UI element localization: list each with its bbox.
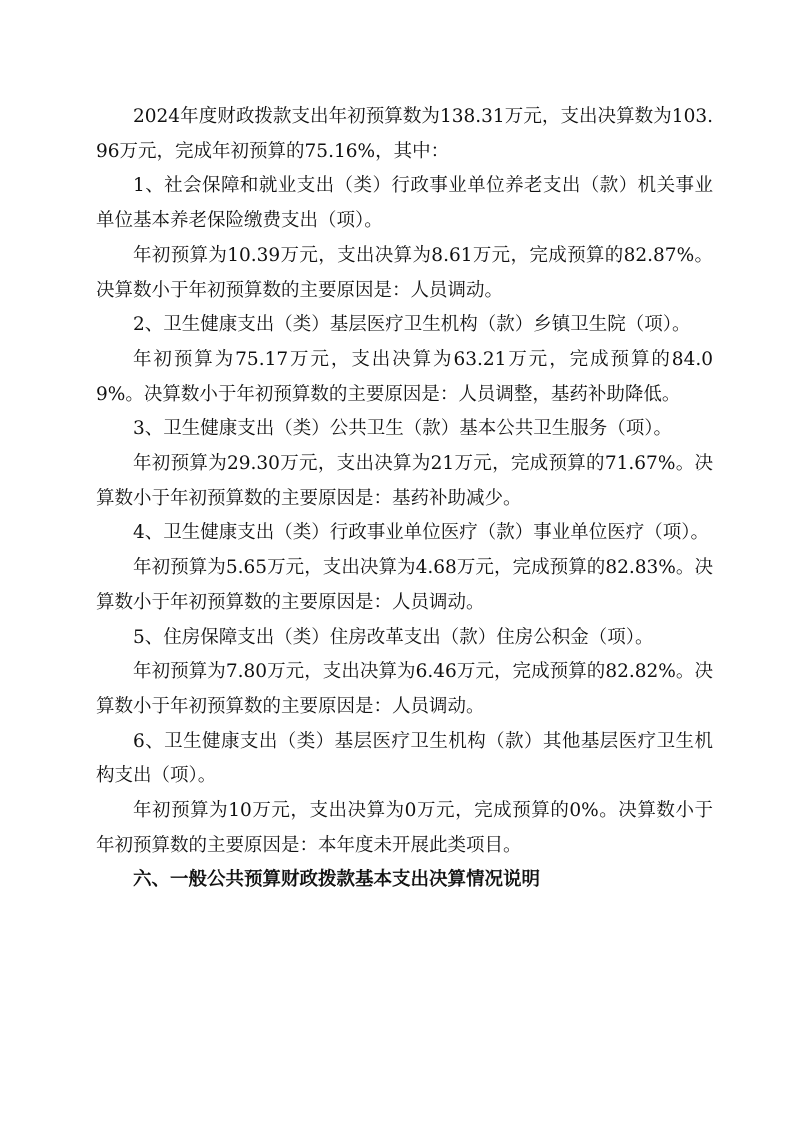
paragraph-item-6-title: 6、卫生健康支出（类）基层医疗卫生机构（款）其他基层医疗卫生机构支出（项）。	[96, 730, 713, 787]
document-page	[96, 100, 713, 898]
paragraph-item-3-title: 3、卫生健康支出（类）公共卫生（款）基本公共卫生服务（项）。	[133, 418, 673, 440]
paragraph-item-4-title: 4、卫生健康支出（类）行政事业单位医疗（款）事业单位医疗（项）。	[133, 522, 710, 544]
paragraph-item-1-detail: 年初预算为10.39万元，支出决算为8.61万元，完成预算的82.87%。决算数小于年初预算数的主要原因是：人员调动。	[96, 244, 713, 301]
paragraph-item-5-title: 5、住房保障支出（类）住房改革支出（款）住房公积金（项）。	[133, 626, 654, 648]
section-heading: 六、一般公共预算财政拨款基本支出决算情况说明	[133, 869, 541, 891]
paragraph-summary: 2024年度财政拨款支出年初预算数为138.31万元，支出决算数为103.96万元，完成年初预算的75.16%，其中：	[96, 106, 713, 162]
paragraph-item-3-detail: 年初预算为29.30万元，支出决算为21万元，完成预算的71.67%。决算数小于年初预算数的主要原因是：基药补助减少。	[96, 453, 713, 509]
paragraph-item-2-detail: 年初预算为75.17万元，支出决算为63.21万元，完成预算的84.09%。决算数小于年初预算数的主要原因是：人员调整，基药补助降低。	[96, 348, 713, 405]
paragraph-item-4-detail: 年初预算为5.65万元，支出决算为4.68万元，完成预算的82.83%。决算数小于年初预算数的主要原因是：人员调动。	[96, 557, 713, 613]
paragraph-item-2-title: 2、卫生健康支出（类）基层医疗卫生机构（款）乡镇卫生院（项）。	[133, 314, 691, 336]
paragraph-item-5-detail: 年初预算为7.80万元，支出决算为6.46万元，完成预算的82.82%。决算数小于年初预算数的主要原因是：人员调动。	[96, 661, 713, 717]
paragraph-item-1-title: 1、社会保障和就业支出（类）行政事业单位养老支出（款）机关事业单位基本养老保险缴费支出（项）。	[96, 175, 713, 232]
paragraph-item-6-detail: 年初预算为10万元，支出决算为0万元，完成预算的0%。决算数小于年初预算数的主要原因是：本年度未开展此类项目。	[96, 800, 713, 856]
